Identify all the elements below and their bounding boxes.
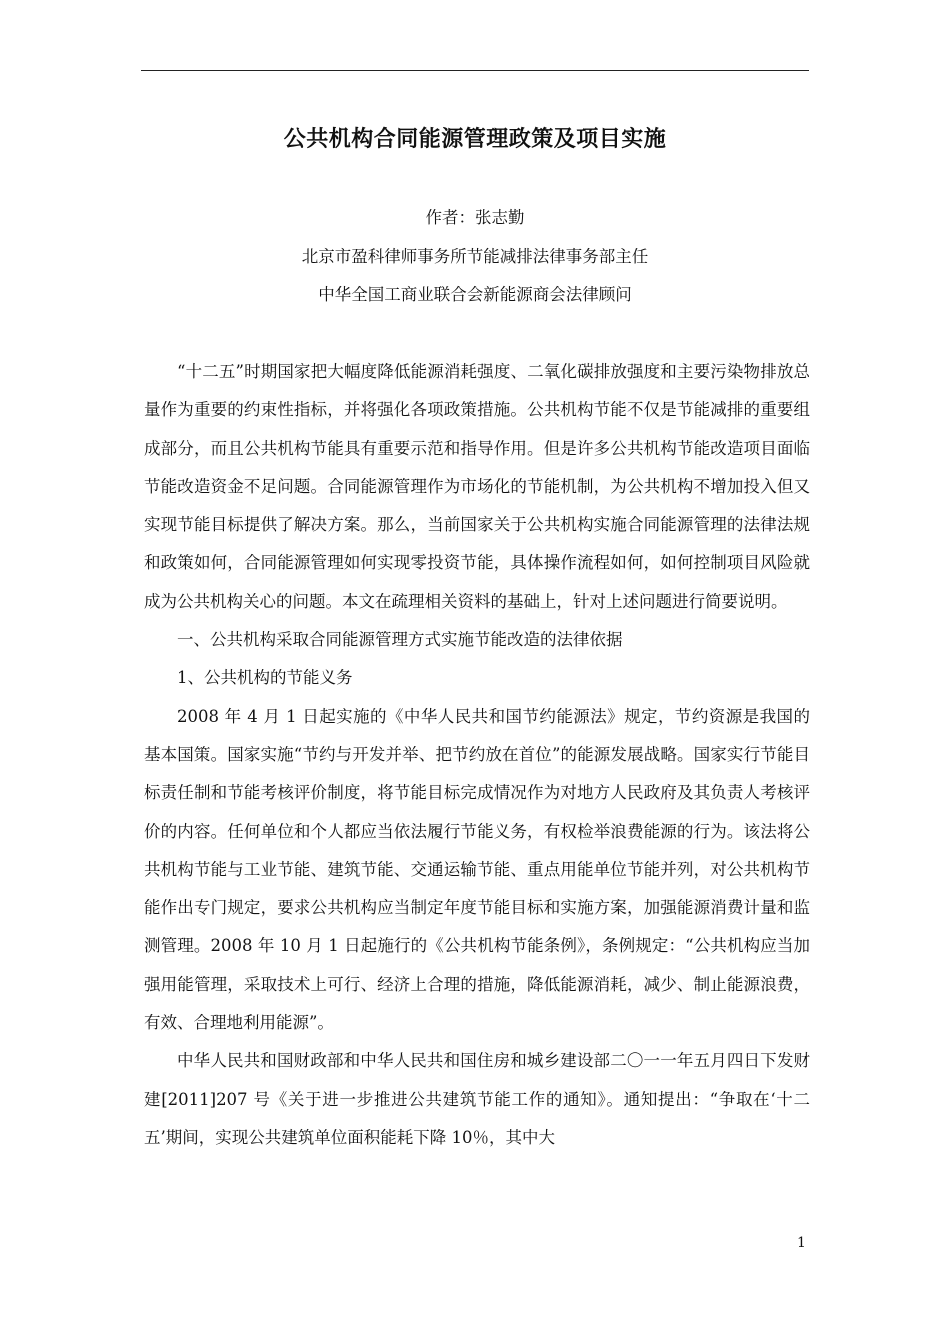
paragraph: 2008 年 4 月 1 日起实施的《中华人民共和国节约能源法》规定，节约资源是我国的基本国策。国家实施“节约与开发并举、把节约放在首位”的能源发展战略。国家实行节能目标责任制和节能考核评价制度，将节能目标完成情况作为对地方人民政府及其负责人考核评价的内容。任何单位和个人都应当依法履行节能义务，有权检举浪费能源的行为。该法将公共机构节能与工业节能、建筑节能、交通运输节能、重点用能单位节能并列，对公共机构节能作出专门规定，要求公共机构应当制定年度节能目标和实施方案，加强能源消费计量和监测管理。2008 年 10 月 1 日起施行的《公共机构节能条例》，条例规定：“公共机构应当加强用能管理，采取技术上可行、经济上合理的措施，降低能源消耗，减少、制止能源浪费，有效、合理地利用能源”。 (144, 706, 810, 1033)
page-number: 1 (797, 1235, 806, 1251)
paragraph: 中华人民共和国财政部和中华人民共和国住房和城乡建设部二〇一一年五月四日下发财建[2011]207 号《关于进一步推进公共建筑节能工作的通知》。通知提出：“争取在‘十二五’期间，实现公共建筑单位面积能耗下降 10％，其中大 (144, 1051, 810, 1147)
paragraph-intro: “十二五”时期国家把大幅度降低能源消耗强度、二氧化碳排放强度和主要污染物排放总量作为重要的约束性指标，并将强化各项政策措施。公共机构节能不仅是节能减排的重要组成部分，而且公共机构节能具有重要示范和指导作用。但是许多公共机构节能改造项目面临节能改造资金不足问题。合同能源管理作为市场化的节能机制，为公共机构不增加投入但又实现节能目标提供了解决方案。那么，当前国家关于公共机构实施合同能源管理的法律法规和政策如何，合同能源管理如何实现零投资节能，具体操作流程如何，如何控制项目风险就成为公共机构关心的问题。本文在疏理相关资料的基础上，针对上述问题进行简要说明。 (144, 362, 810, 611)
document-title: 公共机构合同能源管理政策及项目实施 (283, 127, 667, 152)
author-line: 作者：张志勤 (425, 208, 525, 227)
document-body (144, 353, 810, 1157)
section-heading: 一、公共机构采取合同能源管理方式实施节能改造的法律依据 (177, 630, 623, 650)
subsection-heading: 1、公共机构的节能义务 (177, 668, 353, 688)
affiliation-line: 中华全国工商业联合会新能源商会法律顾问 (318, 285, 632, 304)
header-rule (141, 70, 809, 71)
affiliation-line: 北京市盈科律师事务所节能减排法律事务部主任 (301, 247, 649, 266)
